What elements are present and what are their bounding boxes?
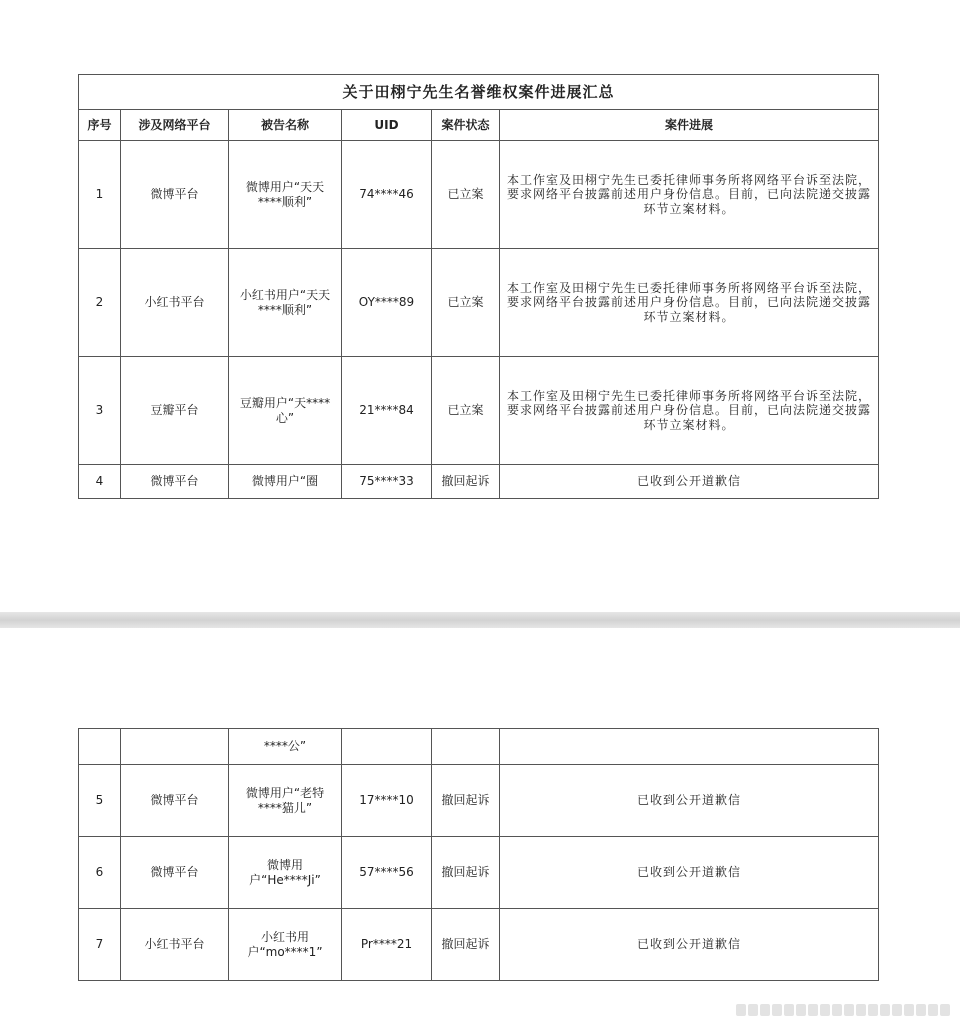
cell-defendant: 微博用户“He****Ji” xyxy=(229,837,342,909)
table-row xyxy=(79,909,879,981)
case-table-page-1 xyxy=(78,74,879,499)
cell-platform: 小红书平台 xyxy=(121,249,229,357)
cell-progress: 已收到公开道歉信 xyxy=(500,465,879,499)
cell-status: 已立案 xyxy=(432,249,500,357)
cell-no: 7 xyxy=(79,909,121,981)
cell-defendant: 小红书用户“天天****顺利” xyxy=(229,249,342,357)
page-separator xyxy=(0,612,960,628)
cell-uid: 17****10 xyxy=(342,765,432,837)
cell-defendant: 微博用户“老特****猫儿” xyxy=(229,765,342,837)
header-defendant: 被告名称 xyxy=(229,110,342,141)
cell-uid: OY****89 xyxy=(342,249,432,357)
cell-progress: 本工作室及田栩宁先生已委托律师事务所将网络平台诉至法院，要求网络平台披露前述用户身份信息。目前，已向法院递交披露环节立案材料。 xyxy=(500,357,879,465)
cell-defendant: 微博用户“天天****顺利” xyxy=(229,141,342,249)
cell-no: 4 xyxy=(79,465,121,499)
cell-no: 1 xyxy=(79,141,121,249)
cell-progress: 本工作室及田栩宁先生已委托律师事务所将网络平台诉至法院，要求网络平台披露前述用户身份信息。目前，已向法院递交披露环节立案材料。 xyxy=(500,141,879,249)
cell-uid: 74****46 xyxy=(342,141,432,249)
cell-status: 撤回起诉 xyxy=(432,837,500,909)
cell-status: 已立案 xyxy=(432,141,500,249)
table-row xyxy=(79,837,879,909)
header-platform: 涉及网络平台 xyxy=(121,110,229,141)
table-row xyxy=(79,249,879,357)
table-header-row xyxy=(79,110,879,141)
cell-uid: 75****33 xyxy=(342,465,432,499)
cell-defendant: 微博用户“圈 xyxy=(229,465,342,499)
cell-defendant-continued: ****公” xyxy=(229,729,342,765)
cell-platform: 豆瓣平台 xyxy=(121,357,229,465)
table-row xyxy=(79,765,879,837)
cell-progress: 已收到公开道歉信 xyxy=(500,765,879,837)
table-row xyxy=(79,357,879,465)
cell-status: 已立案 xyxy=(432,357,500,465)
table-title: 关于田栩宁先生名誉维权案件进展汇总 xyxy=(79,75,879,110)
cell-progress: 已收到公开道歉信 xyxy=(500,837,879,909)
cell-status: 撤回起诉 xyxy=(432,909,500,981)
cell-progress: 已收到公开道歉信 xyxy=(500,909,879,981)
cell-uid: 57****56 xyxy=(342,837,432,909)
cell-status: 撤回起诉 xyxy=(432,765,500,837)
cell-status: 撤回起诉 xyxy=(432,465,500,499)
cell-defendant: 豆瓣用户“天****心” xyxy=(229,357,342,465)
header-status: 案件状态 xyxy=(432,110,500,141)
table-row xyxy=(79,465,879,499)
cell-no: 5 xyxy=(79,765,121,837)
cell-no: 2 xyxy=(79,249,121,357)
header-uid: UID xyxy=(342,110,432,141)
cell-platform: 微博平台 xyxy=(121,765,229,837)
cell-platform: 微博平台 xyxy=(121,465,229,499)
cell-no: 3 xyxy=(79,357,121,465)
cell-no: 6 xyxy=(79,837,121,909)
table-row xyxy=(79,141,879,249)
cell-platform: 微博平台 xyxy=(121,837,229,909)
cell-uid: Pr****21 xyxy=(342,909,432,981)
cell-uid: 21****84 xyxy=(342,357,432,465)
cell-platform: 小红书平台 xyxy=(121,909,229,981)
cell-progress: 本工作室及田栩宁先生已委托律师事务所将网络平台诉至法院，要求网络平台披露前述用户身份信息。目前，已向法院递交披露环节立案材料。 xyxy=(500,249,879,357)
cell-platform: 微博平台 xyxy=(121,141,229,249)
table-row-continuation xyxy=(79,729,879,765)
header-progress: 案件进展 xyxy=(500,110,879,141)
watermark xyxy=(736,1004,950,1016)
header-no: 序号 xyxy=(79,110,121,141)
cell-defendant: 小红书用户“mo****1” xyxy=(229,909,342,981)
case-table-page-2 xyxy=(78,728,879,981)
